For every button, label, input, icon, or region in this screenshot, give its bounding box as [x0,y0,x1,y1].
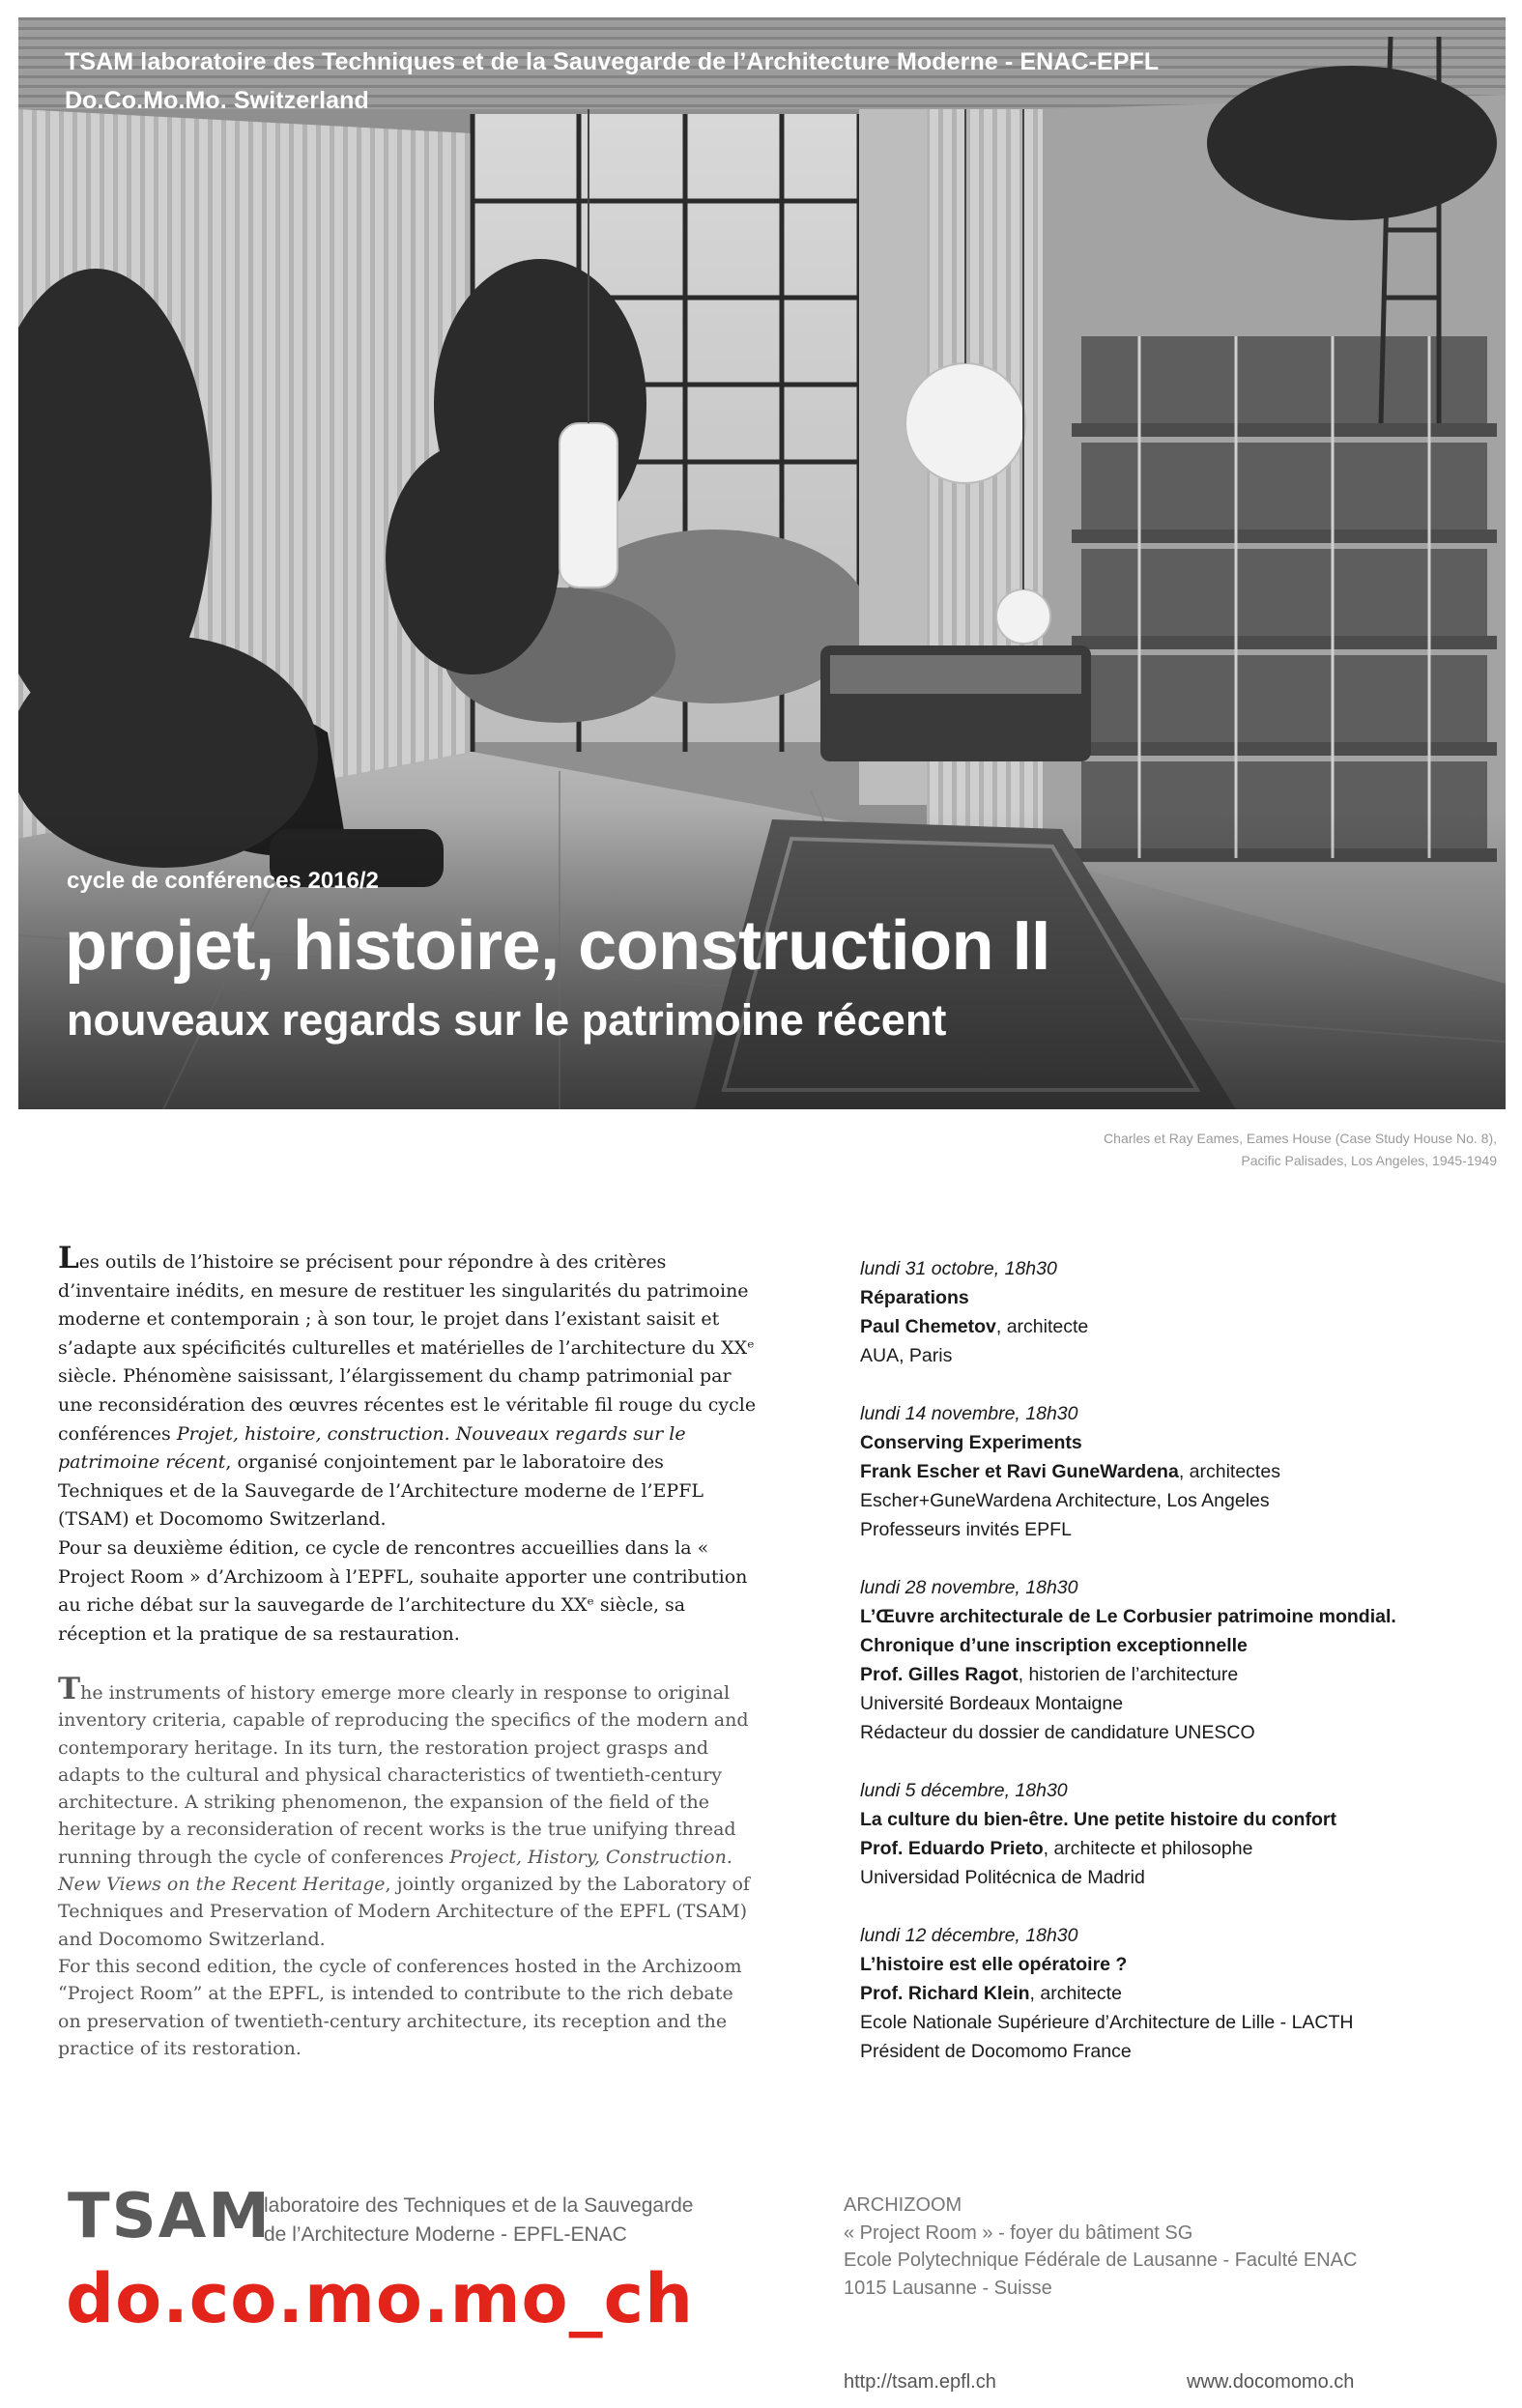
text: he instruments of history emerge more clearly in response to original inventory criteria, capable of reproducing the specifics of the modern and contemporary heritage. In its turn, the restoration project grasps and adapts to the cultural and physical characteristics of twentieth-century architecture. A striking phenomenon, the expansion of the field of the heritage by a reconsideration of recent works is the true unifying thread running through the cycle of conferences [58,1682,749,1868]
event-detail: Président de Docomomo France [860,2041,1132,2062]
photo-caption-line: Pacific Palisades, Los Angeles, 1945-1949 [1241,1153,1497,1168]
event-speaker [860,1660,1479,1689]
event-detail: Ecole Nationale Supérieure d’Architecture de Lille - LACTH [860,2012,1354,2033]
speaker-name: Prof. Eduardo Prieto [860,1838,1044,1859]
tsam-logo: TSAM [68,2181,272,2252]
conference-program [860,1254,1479,2095]
venue-line: ARCHIZOOM [844,2194,962,2216]
speaker-name: Prof. Richard Klein [860,1983,1030,2004]
tsam-description [264,2192,693,2250]
event-detail: AUA, Paris [860,1345,953,1366]
event-speaker [860,1457,1479,1486]
speaker-role: , historien de l’architecture [1018,1664,1239,1685]
event-title: L’histoire est elle opératoire ? [860,1954,1128,1975]
event-date: lundi 12 décembre, 18h30 [860,1925,1078,1946]
conference-event [860,1399,1479,1544]
series-title-italic: Projet, histoire, construction. Nouveaux regards sur le patrimoine récent [58,1422,686,1474]
venue-line: Ecole Polytechnique Fédérale de Lausanne - Faculté ENAC [844,2250,1358,2271]
tsam-website-link[interactable]: http://tsam.epfl.ch [844,2371,996,2393]
conference-event [860,1776,1479,1892]
hero-photo [18,17,1506,1109]
intro-english-paragraph [58,1672,761,1953]
photo-caption [1104,1128,1497,1172]
dropcap: L [58,1241,79,1276]
event-title: Chronique d’une inscription exceptionnelle [860,1635,1248,1656]
event-title: Réparations [860,1287,969,1308]
intro-english [58,1672,761,2062]
speaker-role: , architecte [1029,1983,1122,2004]
text: , jointly organized by the Laboratory of Techniques and Preservation of Modern Architecture of the EPFL (TSAM) and Docomomo Switzerland. [58,1874,750,1950]
speaker-name: Prof. Gilles Ragot [860,1664,1019,1685]
event-detail: Escher+GuneWardena Architecture, Los Angeles [860,1490,1270,1511]
header-docomomo: Do.Co.Mo.Mo. Switzerland [65,87,369,114]
conference-event [860,1254,1479,1370]
conference-event [860,1921,1479,2066]
intro-french [58,1241,761,1648]
event-speaker [860,1834,1479,1863]
intro-english-paragraph: For this second edition, the cycle of conferences hosted in the Archizoom “Project Room” at the EPFL, is intended to contribute to the rich debate on preservation of twentieth-century architecture, its reception and the practice of its restoration. [58,1955,742,2059]
speaker-role: , architecte [995,1316,1089,1337]
event-date: lundi 14 novembre, 18h30 [860,1403,1078,1424]
venue-line: 1015 Lausanne - Suisse [844,2277,1052,2299]
event-date: lundi 31 octobre, 18h30 [860,1258,1057,1279]
tsam-description-line: laboratoire des Techniques et de la Sauvegarde [264,2194,694,2217]
dropcap: T [58,1672,81,1706]
event-detail: Universidad Politécnica de Madrid [860,1867,1145,1888]
speaker-role: , architecte et philosophe [1043,1838,1253,1859]
docomomo-logo: do.co.mo.mo_ch [66,2259,694,2338]
page-subtitle: nouveaux regards sur le patrimoine récent [67,995,947,1045]
intro-french-paragraph: Pour sa deuxième édition, ce cycle de rencontres accueillies dans la « Project Room » d’Archizoom à l’EPFL, souhaite apporter une contribution au riche débat sur la sauvegarde de l’architecture du XXᵉ siècle, sa réception et la pratique de sa restauration. [58,1536,748,1645]
event-title: L’Œuvre architecturale de Le Corbusier patrimoine mondial. [860,1606,1396,1627]
speaker-name: Paul Chemetov [860,1316,996,1337]
page-title: projet, histoire, construction II [65,907,1050,985]
event-detail: Professeurs invités EPFL [860,1519,1072,1540]
event-speaker [860,1979,1479,2008]
docomomo-website-link[interactable]: www.docomomo.ch [1187,2371,1355,2393]
speaker-name: Frank Escher et Ravi GuneWardena [860,1461,1179,1482]
event-title: Conserving Experiments [860,1432,1082,1453]
event-title: La culture du bien-être. Une petite histoire du confort [860,1809,1336,1830]
venue-line: « Project Room » - foyer du bâtiment SG [844,2222,1193,2244]
tsam-description-line: de l’Architecture Moderne - EPFL-ENAC [264,2223,627,2246]
text: , organisé conjointement par le laboratoire des Techniques et de la Sauvegarde de l’Architecture moderne de l’EPFL (TSAM) et Docomomo Switzerland. [58,1451,704,1531]
event-detail: Rédacteur du dossier de candidature UNESCO [860,1722,1255,1743]
event-detail: Université Bordeaux Montaigne [860,1693,1124,1714]
event-date: lundi 28 novembre, 18h30 [860,1577,1078,1598]
photo-caption-line: Charles et Ray Eames, Eames House (Case Study House No. 8), [1104,1131,1497,1146]
speaker-role: , architectes [1178,1461,1280,1482]
cycle-label: cycle de conférences 2016/2 [67,868,379,894]
header-institution: TSAM laboratoire des Techniques et de la Sauvegarde de l’Architecture Moderne - ENAC-EPFL [65,48,1160,75]
event-speaker [860,1312,1479,1341]
venue-address [844,2192,1357,2302]
series-title-italic: Project, History, Construction. New Views on the Recent Heritage [58,1846,732,1896]
text: es outils de l’histoire se précisent pour répondre à des critères d’inventaire inédits, en mesure de restituer les singularités du patrimoine moderne et contemporain ; à son tour, le projet dans l’existant saisit et s’adapte aux spécificités culturelles et matérielles de l’architecture du XXᵉ siècle. Phénomène saisissant, l’élargissement du champ patrimonial par une reconsidération des œuvres récentes est le véritable fil rouge du cycle conférences [58,1251,757,1445]
conference-event [860,1573,1479,1747]
intro-french-paragraph [58,1241,761,1534]
event-date: lundi 5 décembre, 18h30 [860,1780,1068,1801]
